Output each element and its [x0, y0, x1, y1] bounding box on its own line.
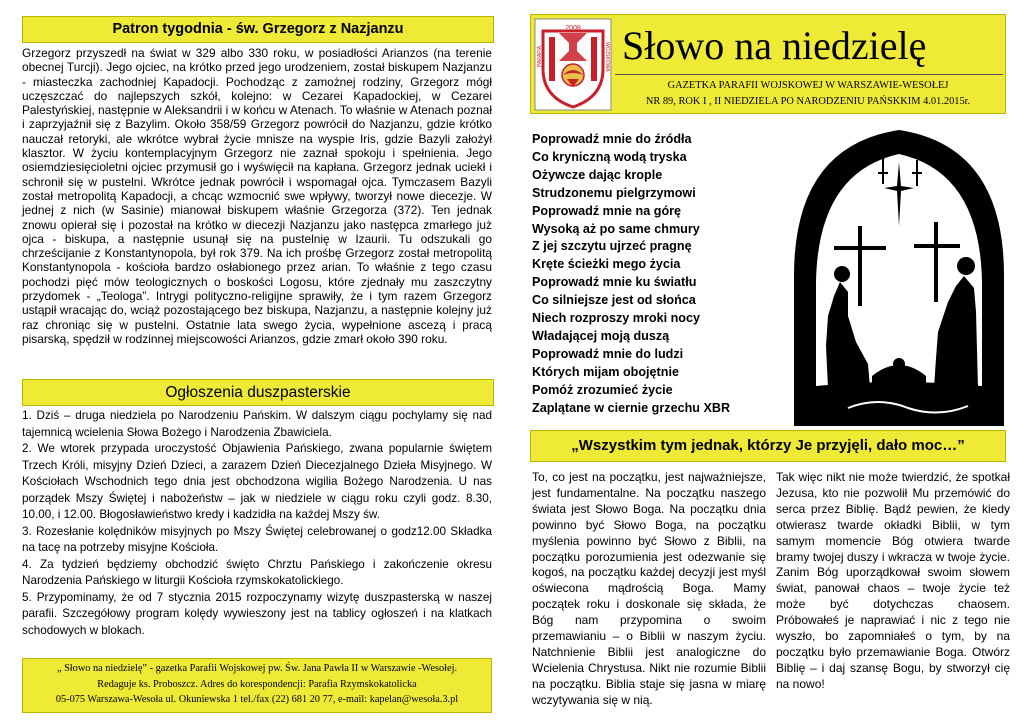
announcement-item: 1. Dziś – druga niedziela po Narodzeniu Pańskim. W dalszym ciągu pochylamy się nad tajemnicą wcielenia Słowa Bożego i Narodzenia Zbawiciela. [22, 409, 492, 439]
poem-line: Wysoką aż po same chmury [532, 221, 700, 236]
announcement-item: 2. We wtorek przypada uroczystość Objawienia Pańskiego, zwana popularnie świętem Trzech Króli, misyjny Dzień Dzieci, a zarazem Dzień Diecezjalnego Dzieła Misyjnego. W Kościołach Wschodnich tego dnia jest obchodzona wigilia Bożego Narodzenia. U nas porządek Mszy Świętej i nabożeństw – jak w niedziele w ciągu roku czyli godz. 8.30, 10.00, i 12.00. Błogosławieństwo kredy i kadzidła na każdej Mszy św. [22, 442, 492, 521]
announcements-title: Ogłoszenia duszpasterskie [165, 384, 351, 401]
emblem-year: 2008 [565, 25, 581, 32]
parish-emblem [533, 17, 613, 112]
reflection-column-1: To, co jest na początku, jest najważniejsze, jest fundamentalne. Na początku naszego świata jest Słowo Boga. Na początku dnia powinno być Słowo Boga, na początku myślenia powinno być Słowo z Biblii, na początku porozumienia jest odezwanie się kogoś, na początku każdej decyzji jest myśl oświecona mądrością Boga. Mamy początek roku i doskonale się składa, że Bóg nam przypomina o swoim przemawianiu – o Biblii w naszym życiu. Natchnienie Biblii jest analogiczne do Wcielenia Chrystusa. Nikt nie rozumie Biblii na początku. Biblia staje się jasna w miarę wczytywania się w nią. [532, 470, 766, 707]
emblem-left-text: PARAFIA [537, 45, 543, 67]
reflection-column-2: Tak więc nikt nie może twierdzić, że spotkał Jezusa, kto nie pozwolił Mu przemówić do serca przez Biblię. Bądź pewien, że kiedy otwierasz twarde okładki Biblii, w tym samym momencie Bóg otwiera twarde bramy twojej duszy i wkracza w twoje życie. Zanim Bóg uporządkował swoim słowem świat, panował chaos – twoje życie też może być dotychczas chaosem. Próbowałeś je naprawiać i nic z tego nie wyszło, bo zapomniałeś o tym, by na początku było przemawianie Boga. Otwórz Biblię – i daj szansę Bogu, by stworzył cię na nowo! [776, 470, 1010, 691]
poem [532, 131, 772, 418]
footer-line-3: 05-075 Warszawa-Wesoła ul. Okuniewska 1 tel./fax (22) 681 20 77, e-mail: kapelan@wesoła.3.pl [55, 694, 459, 705]
poem-line: Kręte ścieżki mego życia [532, 257, 681, 272]
poem-line: Strudzonemu pielgrzymowi [532, 185, 696, 200]
poem-line: Z jej szczytu ujrzeć pragnę [532, 239, 692, 254]
footer-line-2: Redaguje ks. Proboszcz. Adres do korespondencji: Parafia Rzymskokatolicka [97, 678, 417, 690]
issue-info: NR 89, ROK I , II NIEDZIELA PO NARODZENIU PAŃSKKIM 4.01.2015r. [645, 96, 971, 107]
announcement-item: 4. Za tydzień będziemy obchodzić święto Chrztu Pańskiego i zakończenie okresu Narodzenia Pańskiego w liturgii Kościoła rzymskokatolickiego. [22, 557, 492, 587]
patron-title: Patron tygodnia - św. Grzegorz z Nazjanzu [112, 21, 404, 37]
announcements-list [22, 408, 492, 639]
newsletter-subtitle: GAZETKA PARAFII WOJSKOWEJ W WARSZAWIE-WESOŁEJ [667, 80, 949, 91]
poem-line: Co silniejsze jest od słońca [532, 293, 696, 308]
footer-line-1: „ Słowo na niedzielę” - gazetka Parafii Wojskowej pw. Św. Jana Pawła II w Warszawie -Wesołej. [56, 663, 458, 674]
footer [22, 658, 492, 713]
emblem-right-text: WOJSKOWA [604, 42, 610, 72]
poem-line: Których mijam obojętnie [532, 364, 679, 379]
newsletter-title: Słowo na niedzielę [622, 23, 927, 68]
poem-line: Zaplątane w ciernie grzechu XBR [532, 400, 731, 415]
poem-line: Pomóż zrozumieć życie [532, 382, 673, 397]
announcement-item: 5. Przypominamy, że od 7 stycznia 2015 rozpoczynamy wizytę duszpasterską w naszej parafii. Szczegółowy program kolędy wywieszony jest na tablicy ogłoszeń i na klatkach schodowych w blokach. [22, 590, 492, 637]
poem-line: Poprowadź mnie na górę [532, 203, 682, 218]
nativity-illustration [788, 126, 1010, 428]
poem-line: Niech rozproszy mroki nocy [532, 311, 700, 326]
reflection-title-bar [530, 430, 1006, 462]
poem-line: Władającej moją duszą [532, 328, 670, 343]
poem-line: Poprowadź mnie do źródła [532, 132, 692, 146]
masthead-rule [615, 74, 1003, 75]
reflection-title: „Wszystkim tym jednak, którzy Je przyjęli, dało moc…” [571, 437, 965, 454]
announcements-title-bar [22, 379, 494, 406]
poem-line: Ożywcze dając krople [532, 167, 663, 182]
poem-line: Poprowadź mnie ku światłu [532, 275, 697, 290]
patron-title-bar [22, 16, 494, 43]
poem-line: Poprowadź mnie do ludzi [532, 346, 684, 361]
poem-line: Co kryniczną wodą tryska [532, 149, 687, 164]
patron-text: Grzegorz przyszedł na świat w 329 albo 330 roku, w posiadłości Arianzos (na terenie obecnej Turcji). Jego ojciec, na krótko przed jego urodzeniem, został biskupem Nazjanzu - miasteczka zachodniej Kapadocji. Pochodząc z zamożnej rodziny, Grzegorz mógł uczęszczać do najlepszych szkół, kolejno: w Cezarei Kapadockiej, w Cezarei Palestyńskiej, następnie w Aleksandrii i w końcu w Atenach. To właśnie w Atenach poznał i zaprzyjaźnił się z Bazylim. Około 358/59 Grzegorz powrócił do Nazjanzu, gdzie krótko nauczał retoryki, ale wkrótce wybrał życie mnisze na wyspie Iris, gdzie Bazyli założył klasztor. W życiu kontemplacyjnym Grzegorz nie zaznał spokoju i spełnienia. Jego osiemdziesięcioletni ojciec przymusił go i wyświęcił na kapłana. Grzegorz jednak uciekł i schronił się w pustelni. Wkrótce jednak powrócił i wspomagał ojca. Tymczasem Bazyli został metropolitą Kapadocji, a chcąc wzmocnić swe wpływy, tworzył nowe diecezje. W jednej z nich (w Sasinie) mianował biskupem właśnie Grzegorza (372). Ten jednak znowu opierał się i pozostał na krótko w diecezji Nazjanzu jako następca zmarłego już ojca - biskupa, a następnie usunął się na pustelnię w Izaurii. Tu odszukali go chrześcijanie z Konstantynopola, był rok 379. Na ich prośbę Grzegorz został metropolitą Konstantynopola - kościoła bardzo osłabionego przez arian. To właśnie z tego czasu pochodzi pięć mów teologicznych o boskości Logosu, które zjednały mu zaszczytny przydomek - „Teologa”. Intrygi polityczno-religijne sprawiły, że i tym razem Grzegorz ustąpił wracając do, wciąż pozostającego bez biskupa, Nazjanzu, a następnie kolejny już raz chroniąc się w pustelni. Ostatnie lata swego życia, wypełnione ascezą i pracą pisarską, spędził w rodzinnej miejscowości Arianzos, gdzie zmarł około 390 roku. [22, 46, 492, 346]
announcement-item: 3. Rozesłanie kolędników misyjnych po Mszy Świętej celebrowanej o godz12.00 Składka na tacę na potrzeby misyjne Kościoła. [22, 524, 492, 554]
